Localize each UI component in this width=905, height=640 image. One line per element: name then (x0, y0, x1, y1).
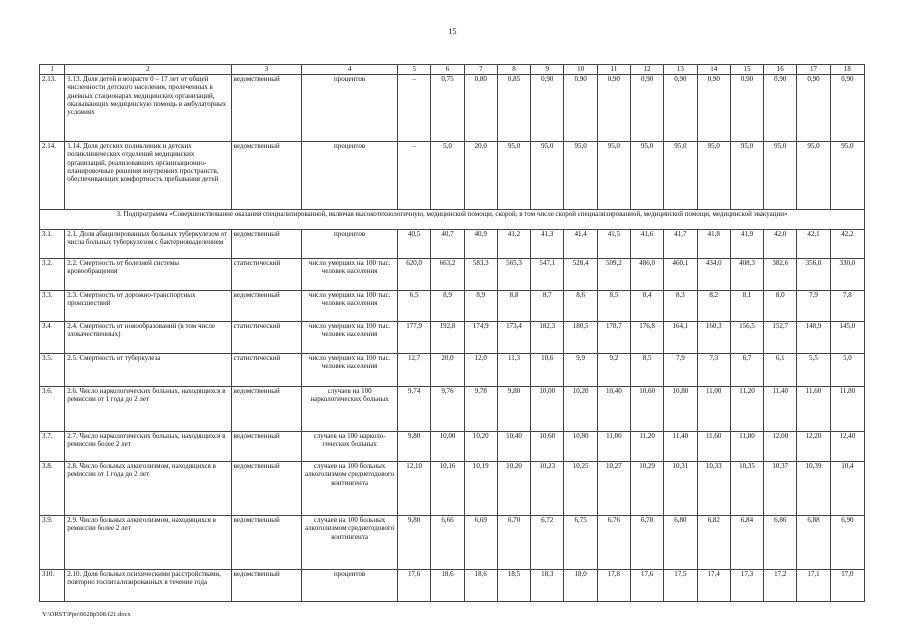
value-cell: 178,7 (597, 322, 630, 354)
value-cell: 7,9 (664, 354, 697, 387)
value-cell: 192,8 (431, 322, 464, 354)
value-cell: 6,69 (464, 516, 497, 570)
indicator-name-cell: 2.7. Число наркологических больных, находящихся в ремиссии более 2 лет (65, 432, 231, 462)
value-cell: – (398, 142, 431, 210)
data-source-cell: ведомственный (231, 230, 302, 259)
value-cell: 95,0 (664, 142, 697, 210)
value-cell: 10,40 (497, 432, 530, 462)
value-cell: 10,39 (797, 462, 830, 516)
value-cell: 95,0 (564, 142, 597, 210)
value-cell: 10,80 (564, 432, 597, 462)
unit-cell: случаев на 100 нарколо-гических больных (302, 432, 398, 462)
value-cell: 0,90 (664, 75, 697, 142)
value-cell: 12,20 (797, 432, 830, 462)
value-cell: 5,0 (431, 142, 464, 210)
unit-cell: процентов (302, 75, 398, 142)
value-cell: 95,0 (697, 142, 730, 210)
column-number-cell: 16 (764, 65, 797, 75)
value-cell: 95,0 (830, 142, 864, 210)
value-cell: 6,72 (531, 516, 564, 570)
value-cell: 41,8 (697, 230, 730, 259)
value-cell: 6,1 (764, 354, 797, 387)
value-cell: 10,25 (564, 462, 597, 516)
value-cell: 10,60 (531, 432, 564, 462)
indicators-table (39, 64, 865, 602)
value-cell: 41,5 (597, 230, 630, 259)
indicator-row (40, 291, 865, 322)
value-cell: 8,8 (497, 291, 530, 322)
data-source-cell: статистический (231, 322, 302, 354)
subprogram-row (40, 210, 865, 230)
column-number-cell: 2 (65, 65, 231, 75)
value-cell: 11,60 (797, 387, 830, 432)
indicator-name-cell: 2.8. Число больных алкоголизмом, находящихся в ремиссии от 1 года до 2 лет (65, 462, 231, 516)
value-cell: 10,35 (730, 462, 763, 516)
value-cell: 10,40 (597, 387, 630, 432)
value-cell: 6,88 (797, 516, 830, 570)
value-cell: 41,6 (630, 230, 663, 259)
value-cell: 41,7 (664, 230, 697, 259)
row-number-cell: 3.1. (40, 230, 65, 259)
indicator-name-cell: 2.4. Смертность от новообразований (в том числе злокачественных) (65, 322, 231, 354)
value-cell: 5,5 (797, 354, 830, 387)
value-cell: 10,4 (830, 462, 864, 516)
value-cell: 10,23 (531, 462, 564, 516)
value-cell: 0,90 (630, 75, 663, 142)
data-source-cell: ведомственный (231, 432, 302, 462)
value-cell: 11,80 (830, 387, 864, 432)
row-number-cell: 3.3. (40, 291, 65, 322)
value-cell: 0,90 (697, 75, 730, 142)
unit-cell: случаев на 100 наркологических больных (302, 387, 398, 432)
value-cell: 0,90 (764, 75, 797, 142)
data-source-cell: ведомственный (231, 75, 302, 142)
value-cell: 18,5 (497, 570, 530, 602)
value-cell: 434,0 (697, 259, 730, 291)
value-cell: 17,3 (730, 570, 763, 602)
row-number-cell: 2.13. (40, 75, 65, 142)
column-number-cell: 1 (40, 65, 65, 75)
indicator-row (40, 570, 865, 602)
value-cell: 177,9 (398, 322, 431, 354)
value-cell: 20,0 (464, 142, 497, 210)
value-cell: 11,20 (630, 432, 663, 462)
indicator-row (40, 462, 865, 516)
value-cell: 8,5 (597, 291, 630, 322)
value-cell: 95,0 (797, 142, 830, 210)
value-cell: 6,80 (664, 516, 697, 570)
value-cell: 408,3 (730, 259, 763, 291)
column-number-cell: 4 (302, 65, 398, 75)
value-cell: 6,70 (497, 516, 530, 570)
value-cell: 547,1 (531, 259, 564, 291)
data-source-cell: ведомственный (231, 516, 302, 570)
indicator-name-cell: 2.6. Число наркологических больных, находящихся в ремиссии от 1 года до 2 лет (65, 387, 231, 432)
data-source-cell: ведомственный (231, 570, 302, 602)
unit-cell: случаев на 100 больных алкоголизмом среднегодового контингента (302, 462, 398, 516)
value-cell: 180,5 (564, 322, 597, 354)
value-cell: 11,80 (730, 432, 763, 462)
value-cell: 18,6 (464, 570, 497, 602)
value-cell: 6,84 (730, 516, 763, 570)
value-cell: 11,40 (664, 432, 697, 462)
column-number-row (40, 65, 865, 75)
row-number-cell: 3.5. (40, 354, 65, 387)
row-number-cell: 3.9. (40, 516, 65, 570)
indicator-row (40, 142, 865, 210)
value-cell: 18,3 (531, 570, 564, 602)
value-cell: 9,2 (597, 354, 630, 387)
value-cell: 17,5 (664, 570, 697, 602)
column-number-cell: 5 (398, 65, 431, 75)
value-cell: 0,90 (730, 75, 763, 142)
value-cell: 7,3 (697, 354, 730, 387)
value-cell: 528,4 (564, 259, 597, 291)
value-cell: 10,19 (464, 462, 497, 516)
value-cell: 460,1 (664, 259, 697, 291)
value-cell: 95,0 (764, 142, 797, 210)
unit-cell: число умерших на 100 тыс. человек населения (302, 354, 398, 387)
value-cell: 182,3 (531, 322, 564, 354)
value-cell: 40,7 (431, 230, 464, 259)
value-cell: 10,33 (697, 462, 730, 516)
value-cell: 356,0 (797, 259, 830, 291)
unit-cell: число умерших на 100 тыс. человек населения (302, 259, 398, 291)
indicator-name-cell: 2.10. Доля больных психическими расстройствами, повторно госпитализированных в течение года (65, 570, 231, 602)
value-cell: 8,0 (764, 291, 797, 322)
value-cell: 9,9 (564, 354, 597, 387)
unit-cell: число умерших на 100 тыс. человек населения (302, 291, 398, 322)
value-cell: 18,6 (431, 570, 464, 602)
value-cell: 9,76 (431, 387, 464, 432)
value-cell: 176,8 (630, 322, 663, 354)
indicator-row (40, 432, 865, 462)
value-cell: 0,90 (797, 75, 830, 142)
indicator-name-cell: 2.9. Число больных алкоголизмом, находящихся в ремиссии более 2 лет (65, 516, 231, 570)
column-number-cell: 13 (664, 65, 697, 75)
value-cell: 41,9 (730, 230, 763, 259)
indicator-row (40, 230, 865, 259)
value-cell: 40,9 (464, 230, 497, 259)
value-cell: 40,5 (398, 230, 431, 259)
value-cell: 7,9 (797, 291, 830, 322)
page-number: 15 (448, 27, 457, 36)
row-number-cell: 2.14. (40, 142, 65, 210)
value-cell: 7,8 (830, 291, 864, 322)
value-cell: 10,60 (630, 387, 663, 432)
value-cell: 17,8 (597, 570, 630, 602)
value-cell: 0,90 (830, 75, 864, 142)
unit-cell: процентов (302, 142, 398, 210)
indicator-row (40, 354, 865, 387)
value-cell: 160,3 (697, 322, 730, 354)
unit-cell: процентов (302, 570, 398, 602)
value-cell: 8,6 (564, 291, 597, 322)
value-cell: 10,00 (531, 387, 564, 432)
column-number-cell: 18 (830, 65, 864, 75)
value-cell: 509,2 (597, 259, 630, 291)
value-cell: 8,1 (730, 291, 763, 322)
value-cell: 6,5 (398, 291, 431, 322)
value-cell: 330,0 (830, 259, 864, 291)
column-number-cell: 9 (531, 65, 564, 75)
column-number-cell: 14 (697, 65, 730, 75)
indicator-row (40, 75, 865, 142)
row-number-cell: 310. (40, 570, 65, 602)
value-cell: 565,3 (497, 259, 530, 291)
value-cell: 5,0 (830, 354, 864, 387)
row-number-cell: 3.8. (40, 462, 65, 516)
column-number-cell: 12 (630, 65, 663, 75)
value-cell: 12,10 (398, 462, 431, 516)
value-cell: 6,86 (764, 516, 797, 570)
data-source-cell: ведомственный (231, 291, 302, 322)
row-number-cell: 3.7. (40, 432, 65, 462)
value-cell: 17,4 (697, 570, 730, 602)
value-cell: 10,31 (664, 462, 697, 516)
value-cell: 9,80 (398, 516, 431, 570)
indicator-name-cell: 2.5. Смертность от туберкулеза (65, 354, 231, 387)
value-cell: 8,7 (531, 291, 564, 322)
value-cell: 11,60 (697, 432, 730, 462)
value-cell: 663,2 (431, 259, 464, 291)
column-number-cell: 11 (597, 65, 630, 75)
value-cell: 8,9 (464, 291, 497, 322)
value-cell: 11,3 (497, 354, 530, 387)
value-cell: 95,0 (597, 142, 630, 210)
value-cell: 8,2 (697, 291, 730, 322)
value-cell: 145,0 (830, 322, 864, 354)
indicator-row (40, 259, 865, 291)
value-cell: 10,37 (764, 462, 797, 516)
row-number-cell: 3.6. (40, 387, 65, 432)
value-cell: 8,9 (431, 291, 464, 322)
value-cell: 11,20 (730, 387, 763, 432)
value-cell: 17,1 (797, 570, 830, 602)
value-cell: 11,00 (597, 432, 630, 462)
value-cell: 10,00 (431, 432, 464, 462)
value-cell: 10,27 (597, 462, 630, 516)
row-number-cell: 3.2. (40, 259, 65, 291)
value-cell: 6,75 (564, 516, 597, 570)
value-cell: 382,6 (764, 259, 797, 291)
value-cell: 10,20 (497, 462, 530, 516)
value-cell: 6,76 (597, 516, 630, 570)
value-cell: 10,6 (531, 354, 564, 387)
value-cell: 95,0 (531, 142, 564, 210)
value-cell: 41,3 (531, 230, 564, 259)
value-cell: 10,16 (431, 462, 464, 516)
value-cell: 6,7 (730, 354, 763, 387)
value-cell: 41,4 (564, 230, 597, 259)
value-cell: 10,80 (664, 387, 697, 432)
subprogram-heading: 3. Подпрограмма «Совершенствование оказания специализированной, включая высокотехнологичную, медицинской помощи, скорой, в том числе скорой специализированной, медицинской помощи, медицинской эвакуации» (40, 210, 865, 230)
value-cell: 148,9 (797, 322, 830, 354)
value-cell: 18,0 (564, 570, 597, 602)
indicator-row (40, 516, 865, 570)
value-cell: 12,00 (764, 432, 797, 462)
value-cell: 17,6 (398, 570, 431, 602)
value-cell: 42,2 (830, 230, 864, 259)
value-cell: 8,3 (664, 291, 697, 322)
column-number-cell: 3 (231, 65, 302, 75)
value-cell: 152,7 (764, 322, 797, 354)
value-cell: 0,90 (531, 75, 564, 142)
value-cell: 11,00 (697, 387, 730, 432)
value-cell: 9,80 (398, 432, 431, 462)
indicator-name-cell: 2.3. Смертность от дорожно-транспортных происшествий (65, 291, 231, 322)
indicator-name-cell: 2.1. Доля абацилированных больных туберкулезом от числа больных туберкулезом с бактериовыделением (65, 230, 231, 259)
value-cell: 8,5 (630, 354, 663, 387)
value-cell: 620,0 (398, 259, 431, 291)
value-cell: 10,20 (464, 432, 497, 462)
value-cell: 173,4 (497, 322, 530, 354)
indicator-name-cell: 2.2. Смертность от болезней системы кровообращения (65, 259, 231, 291)
unit-cell: процентов (302, 230, 398, 259)
data-source-cell: статистический (231, 354, 302, 387)
value-cell: 42,1 (797, 230, 830, 259)
column-number-cell: 7 (464, 65, 497, 75)
value-cell: 9,78 (464, 387, 497, 432)
column-number-cell: 17 (797, 65, 830, 75)
value-cell: 10,20 (564, 387, 597, 432)
value-cell: 583,3 (464, 259, 497, 291)
value-cell: 9,80 (497, 387, 530, 432)
indicator-name-cell: 1.13. Доля детей в возрасте 0 – 17 лет от общей численности детского населения, пролеченных в дневных стационарах медицинских организаций, оказывающих медицинскую помощь в амбулаторных условиях (65, 75, 231, 142)
value-cell: 17,2 (764, 570, 797, 602)
unit-cell: случаев на 100 больных алкоголизмом среднегодового контингента (302, 516, 398, 570)
value-cell: 6,90 (830, 516, 864, 570)
value-cell: 6,82 (697, 516, 730, 570)
value-cell: 174,9 (464, 322, 497, 354)
unit-cell: число умерших на 100 тыс. человек населения (302, 322, 398, 354)
value-cell: 164,1 (664, 322, 697, 354)
indicator-row (40, 322, 865, 354)
value-cell: 11,40 (764, 387, 797, 432)
data-source-cell: ведомственный (231, 462, 302, 516)
value-cell: 41,2 (497, 230, 530, 259)
value-cell: 12,0 (464, 354, 497, 387)
indicator-row (40, 387, 865, 432)
value-cell: 17,6 (630, 570, 663, 602)
value-cell: 12,40 (830, 432, 864, 462)
value-cell: 95,0 (630, 142, 663, 210)
column-number-cell: 6 (431, 65, 464, 75)
value-cell: 42,0 (764, 230, 797, 259)
indicator-name-cell: 1.14. Доля детских поликлиник и детских поликлинических отделений медицинских организаций, реализовавших организационно-планировочные решения внутренних пространств, обеспечивающих комфортность пребывания детей (65, 142, 231, 210)
footer-file-path: Y:\ORST\Ppo\0628p508.f21.docx (42, 611, 131, 618)
value-cell: 10,29 (630, 462, 663, 516)
value-cell: 20,0 (431, 354, 464, 387)
data-source-cell: ведомственный (231, 387, 302, 432)
value-cell: 8,4 (630, 291, 663, 322)
value-cell: 95,0 (730, 142, 763, 210)
column-number-cell: 8 (497, 65, 530, 75)
value-cell: 17,0 (830, 570, 864, 602)
value-cell: 156,5 (730, 322, 763, 354)
value-cell: 0,75 (431, 75, 464, 142)
value-cell: 0,85 (497, 75, 530, 142)
value-cell: 0,90 (564, 75, 597, 142)
row-number-cell: 3.4 (40, 322, 65, 354)
value-cell: 9,74 (398, 387, 431, 432)
data-source-cell: статистический (231, 259, 302, 291)
value-cell: 0,90 (597, 75, 630, 142)
value-cell: 95,0 (497, 142, 530, 210)
data-source-cell: ведомственный (231, 142, 302, 210)
value-cell: 6,66 (431, 516, 464, 570)
column-number-cell: 15 (730, 65, 763, 75)
value-cell: 12,7 (398, 354, 431, 387)
value-cell: 0,80 (464, 75, 497, 142)
column-number-cell: 10 (564, 65, 597, 75)
value-cell: – (398, 75, 431, 142)
value-cell: 6,78 (630, 516, 663, 570)
value-cell: 486,0 (630, 259, 663, 291)
